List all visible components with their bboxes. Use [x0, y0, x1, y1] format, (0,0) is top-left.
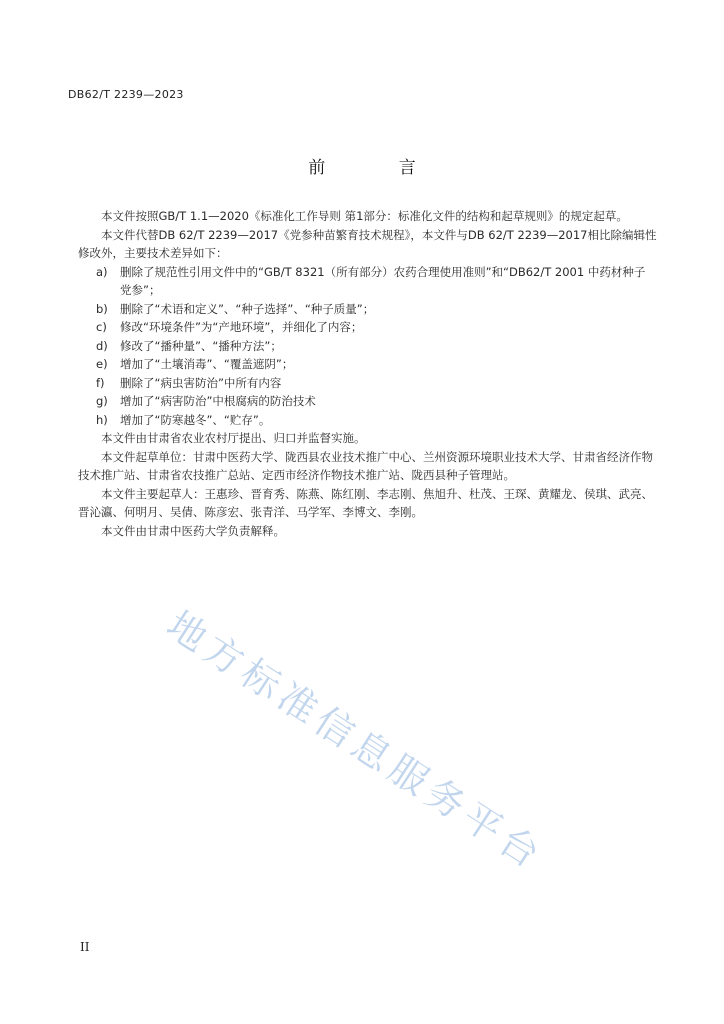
list-item [78, 355, 658, 374]
paragraph-drafters: 本文件主要起草人：王惠珍、晋育秀、陈燕、陈红刚、李志刚、焦旭升、杜茂、王琛、黄耀龙、侯琪、武亮、晋沁瀛、何明月、吴倩、陈彦宏、张青洋、马学军、李博文、李刚。 [78, 486, 653, 519]
list-marker: a) [96, 264, 108, 279]
list-item [78, 392, 658, 411]
page-title: 前 言 [308, 158, 450, 178]
list-item [78, 337, 658, 356]
list-item-text: 修改了“播种量”、“播种方法”； [120, 338, 282, 353]
standard-code: DB62/T 2239—2023 [68, 88, 184, 101]
foreword-body [78, 207, 658, 540]
paragraph-proposer: 本文件由甘肃省农业农村厅提出、归口并监督实施。 [101, 431, 366, 445]
list-marker: h) [96, 412, 108, 427]
list-marker: c) [96, 320, 107, 334]
list-item [78, 411, 658, 430]
changes-list [78, 263, 658, 430]
list-marker: b) [96, 301, 108, 316]
list-item-text: 增加了“病害防治”中根腐病的防治技术 [120, 394, 316, 408]
paragraph-drafting-basis: 本文件按照GB/T 1.1—2020《标准化工作导则 第1部分：标准化文件的结构和起草规则》的规定起草。 [101, 209, 628, 223]
list-item-text: 删除了“病虫害防治”中所有内容 [120, 375, 282, 390]
list-item [78, 374, 658, 393]
paragraph-replacement: 本文件代替DB 62/T 2239—2017《党参种苗繁育技术规程》，本文件与DB 62/T 2239—2017相比除编辑性修改外，主要技术差异如下： [78, 227, 657, 260]
list-marker: f) [96, 375, 105, 390]
page-number: II [80, 940, 90, 954]
list-item-text: 删除了“术语和定义”、“种子选择”、“种子质量”； [120, 301, 375, 316]
watermark: 地方标准信息服务平台 [159, 602, 553, 880]
list-marker: d) [96, 338, 108, 353]
list-marker: e) [96, 357, 108, 371]
list-item-text: 删除了规范性引用文件中的“GB/T 8321（所有部分）农药合理使用准则”和“DB62/T 2001 中药材种子 党参”； [120, 264, 646, 297]
list-item [78, 300, 658, 319]
paragraph-drafting-units: 本文件起草单位：甘肃中医药大学、陇西县农业技术推广中心、兰州资源环境职业技术大学、甘肃省经济作物技术推广站、甘肃省农技推广总站、定西市经济作物技术推广站、陇西县种子管理站。 [78, 449, 653, 482]
list-marker: g) [96, 394, 108, 408]
list-item-text: 修改“环境条件”为“产地环境”，并细化了内容； [120, 320, 363, 334]
paragraph-interpretation: 本文件由甘肃中医药大学负责解释。 [101, 523, 285, 538]
list-item-text: 增加了“土壤消毒”、“覆盖遮阴”； [120, 357, 294, 371]
list-item [78, 318, 658, 337]
list-item-text: 增加了“防寒越冬”、“贮存”。 [120, 412, 271, 427]
list-item [78, 263, 658, 300]
